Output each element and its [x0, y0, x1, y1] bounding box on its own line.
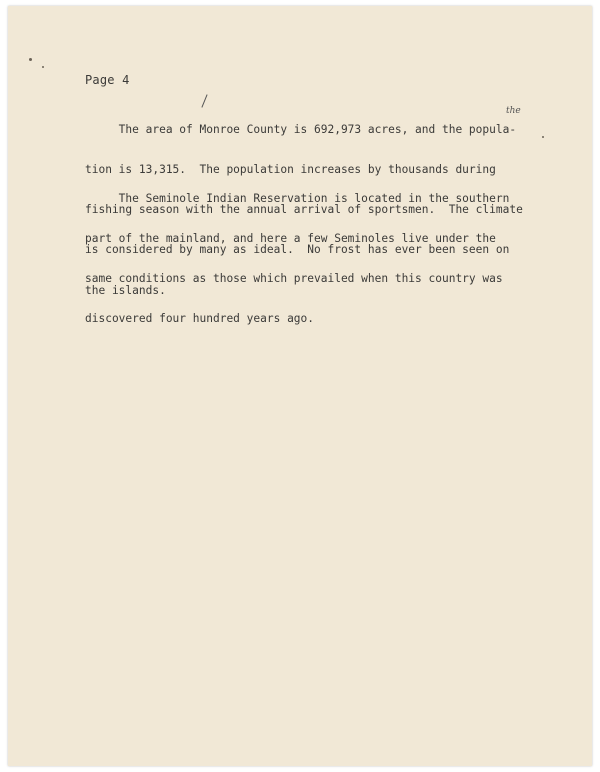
paper-speck: [42, 66, 44, 68]
text-line: same conditions as those which prevailed when this country was: [85, 272, 503, 286]
text-line: tion is 13,315. The population increases by thousands during: [85, 163, 496, 177]
text-line: fishing season with the annual arrival of sportsmen. The climate: [85, 203, 523, 217]
text-line: is considered by many as ideal. No frost has ever been seen on: [85, 243, 510, 257]
text-line: part of the mainland, and here a few Seminoles live under the: [85, 232, 496, 246]
text-line: discovered four hundred years ago.: [85, 312, 315, 326]
text-line: The Seminole Indian Reservation is located in the southern: [85, 191, 510, 205]
document-page: [8, 6, 592, 766]
handwritten-insert: the: [506, 106, 521, 116]
paragraph-seminole-reservation: [85, 165, 555, 353]
text-line: The area of Monroe County is 692,973 acres, and the popula-: [85, 122, 517, 136]
paper-speck: [29, 58, 32, 61]
page-number: Page 4: [85, 73, 130, 87]
text-line: the islands.: [85, 283, 166, 297]
